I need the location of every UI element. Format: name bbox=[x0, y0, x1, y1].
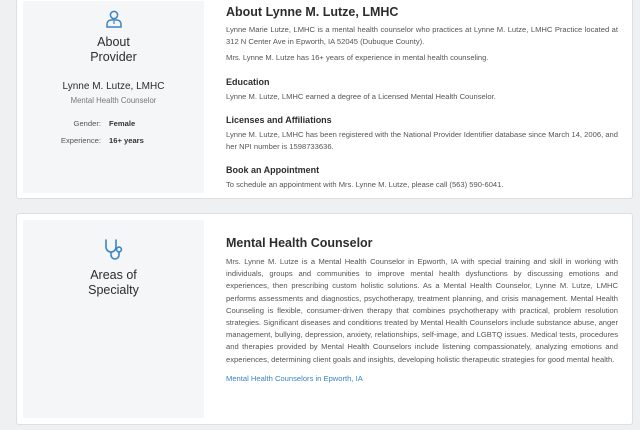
specialty-content bbox=[204, 214, 632, 424]
about-provider-sidebar bbox=[23, 1, 204, 193]
epworth-counselors-link[interactable]: Mental Health Counselors in Epworth, IA bbox=[226, 373, 363, 383]
provider-title: Mental Health Counselor bbox=[70, 96, 157, 105]
provider-facts bbox=[23, 119, 204, 145]
stethoscope-icon bbox=[23, 238, 204, 262]
specialty-side-title-2: Specialty bbox=[88, 283, 139, 297]
education-text: Lynne M. Lutze, LMHC earned a degree of a Licensed Mental Health Counselor. bbox=[226, 91, 496, 101]
fact-value: Female bbox=[109, 119, 136, 128]
provider-name: Lynne M. Lutze, LMHC bbox=[62, 81, 165, 92]
about-heading: About Lynne M. Lutze, LMHC bbox=[226, 5, 399, 19]
about-experience: Mrs. Lynne M. Lutze has 16+ years of experience in mental health counseling. bbox=[226, 53, 489, 63]
fact-value: 16+ years bbox=[109, 136, 144, 145]
education-heading: Education bbox=[226, 76, 270, 87]
licenses-text: Lynne M. Lutze, LMHC has been registered with the National Provider Identifier database since March 14, 2006, and her NPI number is 1598733636. bbox=[226, 129, 618, 152]
about-side-title-2: Provider bbox=[90, 50, 137, 64]
appointment-heading: Book an Appointment bbox=[226, 165, 320, 176]
about-intro: Lynne Marie Lutze, LMHC is a mental health counselor who practices at Lynne M. Lutze, LMHC Practice located at 312 N Center Ave in Epworth, IA 52045 (Dubuque County). bbox=[226, 25, 618, 47]
person-icon bbox=[23, 9, 204, 29]
about-provider-content bbox=[204, 0, 632, 198]
appointment-text: To schedule an appointment with Mrs. Lynne M. Lutze, please call (563) 590-6041. bbox=[226, 180, 504, 190]
specialty-heading: Mental Health Counselor bbox=[226, 236, 373, 250]
fact-label: Gender: bbox=[73, 119, 101, 128]
fact-row-gender bbox=[23, 119, 204, 128]
about-side-title-1: About bbox=[97, 35, 130, 49]
about-provider-card bbox=[16, 0, 633, 199]
specialty-side-title-1: Areas of bbox=[90, 268, 137, 282]
licenses-heading: Licenses and Affiliations bbox=[226, 114, 332, 125]
areas-of-specialty-card bbox=[16, 213, 633, 425]
specialty-body: Mrs. Lynne M. Lutze is a Mental Health Counselor in Epworth, IA with special training and skill in working with individuals, groups and communities to improve mental health dysfunctions by discussing emotions and experiences, then prescribing custom holistic solutions. As a Mental Health Counselor, Lynne M. Lutze, LMHC performs assessments and diagnostics, psychotherapy, treatment planning, and crisis management. Mental Health Counseling is flexible, consumer-driven therapy that combines psychotherapy with practical, problem resolution strategies. Significant diseases and conditions treated by Mental Health Counselors include substance abuse, anger management, bullying, depression, anxiety, relationships, self-image, and LGBTQ issues. Medical tests, procedures and therapies provided by Mental Health Counselors include listening compassionately, analyzing emotions and experiences, determining client goals and insights, developing holistic therapeutic strategies for good mental health. bbox=[226, 257, 618, 364]
fact-label: Experience: bbox=[60, 136, 101, 145]
specialty-sidebar bbox=[23, 220, 204, 418]
fact-row-experience bbox=[23, 136, 204, 145]
